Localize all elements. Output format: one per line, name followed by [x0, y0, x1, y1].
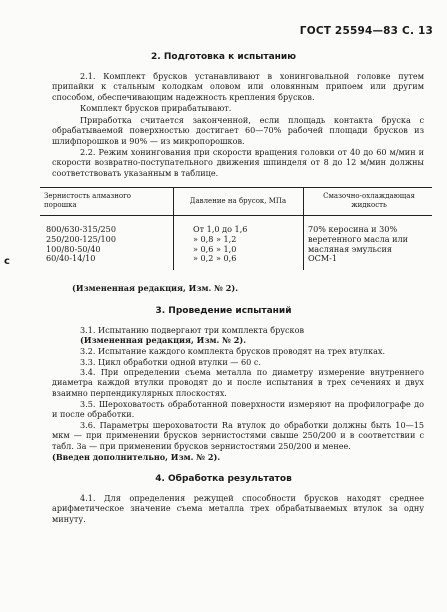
table-top-rule: [40, 187, 432, 188]
paragraph-3-2: 3.2. Испытание каждого комплекта брусков проводят на трех втулках.: [80, 346, 386, 356]
table-cell: 800/630-315/250: [46, 224, 116, 234]
table-header-coolant: Смазочно-охлаждающая жидкость: [323, 192, 415, 209]
table-header-rule: [40, 215, 432, 216]
table-column-coolant: [308, 225, 408, 264]
amendment-note: (Измененная редакция, Изм. № 2).: [80, 335, 247, 345]
section-3-title: 3. Проведение испытаний: [155, 306, 292, 316]
table-cell: » 0,6 » 1,0: [193, 243, 237, 254]
paragraph-3-5: 3.5. Шероховатость обработанной поверхности измеряют на профилографе до и после обработки.: [52, 399, 424, 420]
table-column-grit: [46, 225, 116, 264]
paragraph-2-2: 2.2. Режим хонингования при скорости вращения головки от 40 до 60 м/мин и скорости возвратно-поступательного движения шпинделя от 8 до 12 м/мин должны соответствовать указанным в таблице.: [52, 147, 424, 178]
paragraph-2-1-c: Приработка считается законченной, если площадь контакта бруска с обрабатываемой поверхностью достигает 60—70% рабочей площади брусков из шлифпорошков и 90% — из микропорошков.: [52, 115, 424, 146]
section-2-title: 2. Подготовка к испытанию: [151, 52, 296, 62]
section-4-title: 4. Обработка результатов: [155, 474, 292, 484]
table-column-rule: [173, 187, 174, 270]
table-cell: 250/200-125/100: [46, 233, 116, 244]
table-cell: 100/80-50/40: [46, 243, 101, 254]
table-cell: От 1,0 до 1,6: [193, 224, 248, 234]
paragraph-3-6: 3.6. Параметры шероховатости Ra втулок до обработки должны быть 10—15 мкм — при применении брусков зернистостями свыше 250/200 и в соответствии с табл. 3а — при применении брусков зернистостями 250/200 и менее.: [52, 420, 424, 451]
paragraph-2-1: 2.1. Комплект брусков устанавливают в хонинговальной головке путем припайки к стальным колодкам оловом или оловянным припоем или другим способом, обеспечивающим надежность крепления брусков.: [52, 71, 424, 102]
table-column-rule: [303, 187, 304, 270]
paragraph-3-3: 3.3. Цикл обработки одной втулки — 60 с.: [80, 357, 261, 367]
table-cell: ОСМ-1: [308, 253, 337, 264]
page-header: ГОСТ 25594—83 С. 13: [299, 25, 433, 37]
paragraph-3-1: 3.1. Испытанию подвергают три комплекта брусков: [80, 325, 305, 335]
amendment-note: (Введен дополнительно, Изм. № 2).: [52, 452, 221, 462]
margin-mark: c: [4, 256, 10, 267]
table-cell: » 0,2 » 0,6: [193, 253, 237, 264]
table-cell: масляная эмульсия: [308, 243, 392, 254]
table-cell: веретенного масла или: [308, 233, 409, 244]
paragraph-2-1-b: Комплект брусков прирабатывают.: [80, 103, 232, 113]
table-column-pressure: [193, 225, 247, 264]
table-header-grit: Зернистость алмазного порошка: [44, 192, 131, 209]
table-header-pressure: Давление на брусок, МПа: [189, 197, 287, 205]
table-cell: 70% керосина и 30%: [308, 224, 398, 234]
amendment-note: (Измененная редакция, Изм. № 2).: [72, 283, 239, 293]
paragraph-3-4: 3.4. При определении съема металла по диаметру измерение внутреннего диаметра каждой втулки проводят до и после испытания в трех сечениях и двух взаимно перпендикулярных плоскостях.: [52, 367, 424, 398]
paragraph-4-1: 4.1. Для определения режущей способности брусков находят среднее арифметическое значение съема металла трех обрабатываемых втулок за одну минуту.: [52, 493, 424, 524]
table-cell: 60/40-14/10: [46, 253, 96, 264]
table-cell: » 0,8 » 1,2: [193, 233, 237, 244]
